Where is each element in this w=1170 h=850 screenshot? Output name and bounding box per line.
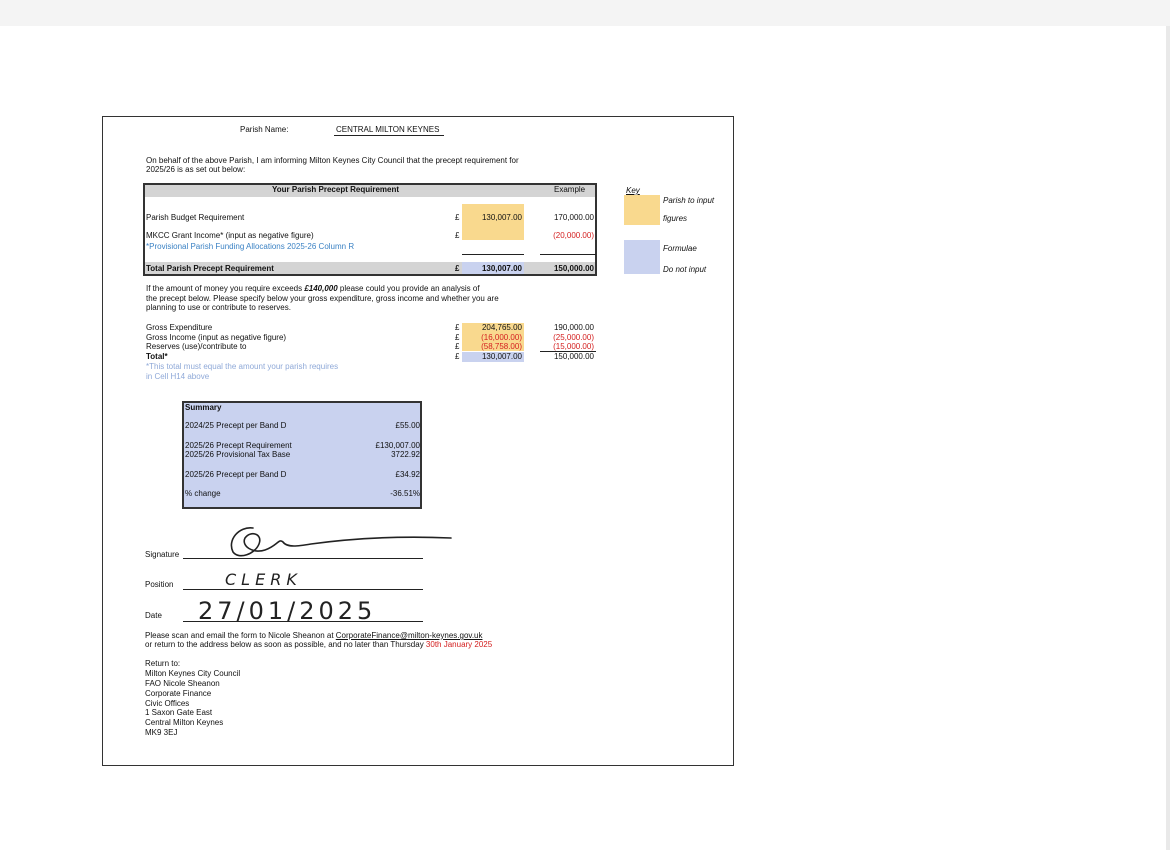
example-header: Example	[554, 185, 586, 194]
summary-band-d-label: 2025/26 Precept per Band D	[185, 470, 287, 479]
table-title: Your Parish Precept Requirement	[272, 185, 399, 194]
key-formula-swatch	[624, 240, 660, 274]
reserves-value: (58,758.00)	[481, 342, 522, 351]
summary-tax-base-label: 2025/26 Provisional Tax Base	[185, 450, 291, 459]
summary-prior-band-d-value: £55.00	[395, 421, 420, 430]
summary-tax-base-value: 3722.92	[391, 450, 420, 459]
precept-requirement-table	[143, 183, 597, 276]
parish-name-label: Parish Name:	[240, 125, 289, 134]
parish-name-underline	[334, 135, 444, 136]
key-input-label-2: figures	[663, 214, 688, 223]
intro-line-1: On behalf of the above Parish, I am informing Milton Keynes City Council that the precept requirement for	[146, 156, 519, 165]
return-heading: Return to:	[145, 659, 181, 668]
analysis-total-example: 150,000.00	[553, 352, 594, 361]
budget-currency: £	[455, 213, 460, 222]
budget-value: 130,007.00	[481, 213, 522, 222]
address-line: Civic Offices	[145, 699, 190, 708]
key-formula-label-2: Do not input	[663, 265, 707, 274]
budget-example: 170,000.00	[553, 213, 594, 222]
gross-income-value: (16,000.00)	[481, 333, 522, 342]
address-line: Central Milton Keynes	[145, 718, 224, 727]
reserves-example: (15,000.00)	[553, 342, 594, 351]
parish-name-value: CENTRAL MILTON KEYNES	[336, 125, 440, 134]
handwritten-position	[225, 570, 345, 590]
threshold-amount: £140,000	[304, 284, 338, 293]
position-value: CLERK	[225, 570, 302, 589]
gross-expenditure-example: 190,000.00	[553, 323, 594, 332]
summary-change-label: % change	[185, 489, 221, 498]
key-title: Key	[626, 186, 640, 195]
budget-requirement-label: Parish Budget Requirement	[146, 213, 245, 222]
total-currency: £	[455, 264, 460, 273]
key-formula-label-1: Formulae	[663, 244, 697, 253]
total-value: 130,007.00	[481, 264, 522, 273]
date-label: Date	[145, 611, 162, 620]
reserves-label: Reserves (use)/contribute to	[146, 342, 247, 351]
subtotal-rule	[462, 254, 524, 255]
analysis-line-3: planning to use or contribute to reserves.	[146, 303, 291, 312]
analysis-total-label: Total*	[146, 352, 168, 361]
summary-title: Summary	[185, 403, 222, 412]
key-input-label-1: Parish to input	[663, 196, 715, 205]
summary-precept-value: £130,007.00	[375, 441, 420, 450]
total-label: Total Parish Precept Requirement	[146, 264, 274, 273]
grant-income-label: MKCC Grant Income* (input as negative figure)	[146, 231, 314, 240]
instructions-line-1-text: Please scan and email the form to Nicole Sheanon at	[145, 631, 336, 640]
grant-currency: £	[455, 231, 460, 240]
date-value: 27/01/2025	[198, 597, 377, 625]
provisional-funding-note: *Provisional Parish Funding Allocations 2025-26 Column R	[146, 242, 355, 251]
address-line: 1 Saxon Gate East	[145, 708, 213, 717]
handwritten-signature	[215, 518, 455, 562]
total-example: 150,000.00	[553, 264, 594, 273]
corporate-finance-email[interactable]: CorporateFinance@milton-keynes.gov.uk	[335, 631, 483, 640]
address-line: FAO Nicole Sheanon	[145, 679, 220, 688]
deadline-date: 30th January 2025	[425, 640, 493, 649]
total-note-2: in Cell H14 above	[146, 372, 210, 381]
address-line: Corporate Finance	[145, 689, 212, 698]
instructions-line-2	[145, 640, 492, 650]
analysis-total-value: 130,007.00	[481, 352, 522, 361]
handwritten-date	[198, 597, 438, 623]
scan-edge-right	[1166, 26, 1170, 850]
analysis-line-1	[146, 284, 480, 294]
summary-precept-label: 2025/26 Precept Requirement	[185, 441, 292, 450]
gross-income-label: Gross Income (input as negative figure)	[146, 333, 287, 342]
analysis-line-1-pre: If the amount of money you require exceeds	[146, 284, 305, 293]
gross-expenditure-label: Gross Expenditure	[146, 323, 213, 332]
analysis-line-1-post: please could you provide an analysis of	[337, 284, 480, 293]
position-label: Position	[145, 580, 174, 589]
summary-change-value: -36.51%	[390, 489, 420, 498]
total-note-1: *This total must equal the amount your parish requires	[146, 362, 339, 371]
gross-income-currency: £	[455, 333, 460, 342]
scan-edge	[0, 0, 1170, 26]
grant-example: (20,000.00)	[553, 231, 594, 240]
instructions-line-2-text: or return to the address below as soon as possible, and no later than Thursday	[145, 640, 426, 649]
key-input-swatch	[624, 195, 660, 225]
gross-expenditure-value: 204,765.00	[481, 323, 522, 332]
address-line: Milton Keynes City Council	[145, 669, 241, 678]
signature-label: Signature	[145, 550, 180, 559]
summary-prior-band-d-label: 2024/25 Precept per Band D	[185, 421, 287, 430]
intro-line-2: 2025/26 is as set out below:	[146, 165, 246, 174]
analysis-line-2: the precept below. Please specify below your gross expenditure, gross income and whether you are	[146, 294, 499, 303]
gross-income-example: (25,000.00)	[553, 333, 594, 342]
example-subtotal-rule	[540, 254, 596, 255]
gross-expenditure-currency: £	[455, 323, 460, 332]
reserves-currency: £	[455, 342, 460, 351]
address-line: MK9 3EJ	[145, 728, 178, 737]
analysis-total-currency: £	[455, 352, 460, 361]
summary-band-d-value: £34.92	[395, 470, 420, 479]
